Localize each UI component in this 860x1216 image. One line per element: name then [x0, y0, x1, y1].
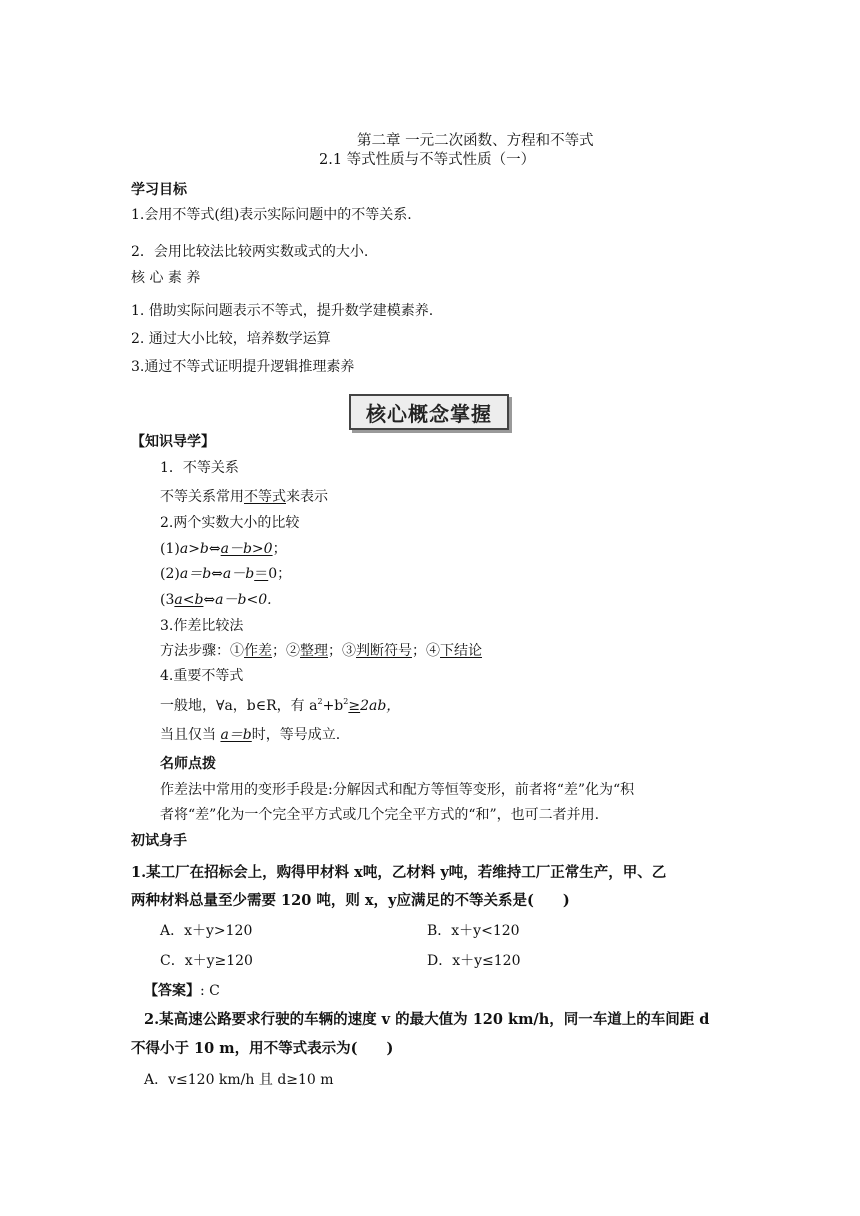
text: ；③ — [328, 643, 356, 659]
text: 2ab， — [360, 698, 401, 714]
compare-rule-2 — [160, 565, 291, 583]
text: 当且仅当 — [160, 727, 221, 743]
text: +b — [322, 698, 344, 714]
answer-label: 【答案】 — [144, 983, 200, 999]
superscript: 2 — [317, 697, 323, 706]
blank-answer: 整理 — [300, 643, 328, 659]
chapter-title: 第二章 一元二次函数、方程和不等式 — [357, 133, 594, 149]
section-title: 2.1 等式性质与不等式性质（一） — [319, 152, 536, 168]
text: 一般地，∀a，b∈R，有 a — [160, 698, 318, 714]
question-1-text: 1.某工厂在招标会上，购得甲材料 x吨，乙材料 y吨，若维持工厂正常生产，甲、乙 — [131, 864, 667, 881]
blank-answer: ＝ — [254, 566, 269, 582]
answer-line — [144, 982, 220, 1000]
text: ⇔a－b<0. — [203, 592, 272, 608]
blank-answer: a＝b — [220, 727, 252, 743]
question-2-text: 2.某高速公路要求行驶的车辆的速度 v 的最大值为 120 km/h，同一车道上的车间距 d — [144, 1011, 710, 1028]
blank-answer: ≥ — [348, 698, 361, 714]
answer-value: : C — [200, 983, 220, 999]
text: 不等关系常用 — [160, 489, 244, 505]
option-a: A．v≤120 km/h 且 d≥10 m — [144, 1072, 334, 1088]
topic-heading: 4.重要不等式 — [160, 668, 244, 684]
practice-heading: 初试身手 — [131, 833, 187, 849]
text: ；② — [272, 643, 300, 659]
equality-condition — [160, 726, 340, 744]
section-banner — [349, 394, 509, 430]
text: ； — [272, 541, 287, 557]
tip-text: 者将“差”化为一个完全平方式或几个完全平方式的“和”，也可二者并用. — [160, 807, 600, 823]
text: 来表示 — [286, 489, 328, 505]
topic-line — [160, 488, 328, 506]
question-1-text: 两种材料总量至少需要 120 吨，则 x，y应满足的不等关系是( ) — [131, 892, 570, 909]
banner-label: 核心概念掌握 — [366, 401, 492, 426]
compare-rule-3 — [160, 591, 272, 609]
question-2-text: 不得小于 10 m，用不等式表示为( ) — [131, 1040, 394, 1057]
blank-answer: 判断符号 — [356, 643, 412, 659]
tip-text: 作差法中常用的变形手段是:分解因式和配方等恒等变形，前者将“差”化为“积 — [160, 782, 635, 798]
text: 0； — [268, 566, 292, 582]
blank-answer: 作差 — [244, 643, 272, 659]
text: (2) — [160, 566, 180, 582]
option-b: B．x＋y<120 — [427, 923, 520, 939]
text: a＝b⇔a－b — [179, 566, 255, 582]
blank-answer: 不等式 — [244, 489, 286, 505]
option-d: D．x＋y≤120 — [427, 953, 521, 969]
superscript: 2 — [343, 697, 349, 706]
knowledge-heading: 【知识导学】 — [131, 434, 215, 450]
tip-heading: 名师点拨 — [160, 756, 216, 772]
text: 时，等号成立. — [251, 727, 341, 743]
text: a>b⇔ — [179, 541, 221, 557]
topic-heading: 2.两个实数大小的比较 — [160, 515, 300, 531]
important-inequality — [160, 697, 400, 715]
literacy-item: 1. 借助实际问题表示不等式，提升数学建模素养. — [131, 303, 434, 319]
objective-item: 1.会用不等式(组)表示实际问题中的不等关系. — [131, 207, 412, 223]
text: ；④ — [412, 643, 440, 659]
literacy-item: 2. 通过大小比较，培养数学运算 — [131, 331, 331, 347]
text: (1) — [160, 541, 180, 557]
blank-answer: a<b — [174, 592, 204, 608]
option-a: A．x＋y>120 — [160, 923, 253, 939]
method-steps — [160, 642, 482, 660]
objective-item: 2．会用比较法比较两实数或式的大小. — [131, 244, 369, 260]
blank-answer: a－b>0 — [220, 541, 273, 557]
objectives-heading: 学习目标 — [131, 182, 187, 198]
compare-rule-1 — [160, 540, 287, 558]
blank-answer: 下结论 — [440, 643, 482, 659]
text: (3 — [160, 592, 175, 608]
option-c: C．x＋y≥120 — [160, 953, 253, 969]
literacy-item: 3.通过不等式证明提升逻辑推理素养 — [131, 359, 355, 375]
literacy-heading: 核 心 素 养 — [131, 270, 201, 286]
text: 方法步骤：① — [160, 643, 244, 659]
topic-heading: 1．不等关系 — [160, 460, 239, 476]
topic-heading: 3.作差比较法 — [160, 618, 244, 634]
